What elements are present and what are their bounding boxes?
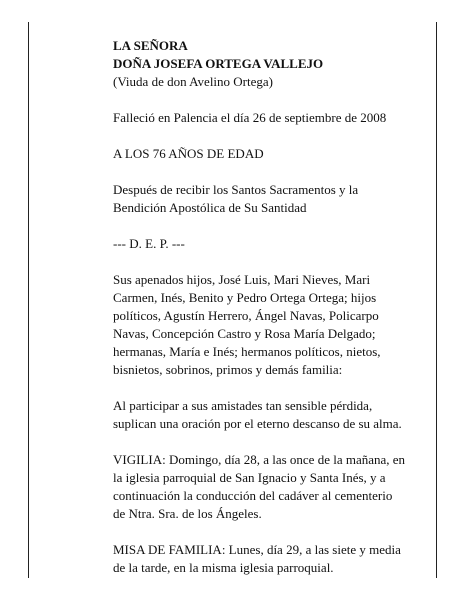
- rip-line: --- D. E. P. ---: [113, 236, 185, 251]
- right-border-line: [436, 22, 437, 578]
- age-statement: A LOS 76 AÑOS DE EDAD: [113, 146, 264, 161]
- family-line-4: Navas, Concepción Castro y Rosa María Delgado;: [113, 326, 376, 341]
- vigil-line-3: continuación la conducción del cadáver al cementerio: [113, 488, 393, 503]
- left-border-line: [28, 22, 29, 578]
- mass-line-2: de la tarde, en la misma iglesia parroquial.: [113, 560, 334, 575]
- sacraments-line-1: Después de recibir los Santos Sacramentos y la: [113, 182, 359, 197]
- obituary-text: [113, 37, 413, 577]
- family-line-2: Carmen, Inés, Benito y Pedro Ortega Ortega; hijos: [113, 290, 377, 305]
- title-line-1: LA SEÑORA: [113, 38, 188, 53]
- family-line-6: bisnietos, sobrinos, primos y demás familia:: [113, 362, 343, 377]
- sacraments-line-2: Bendición Apostólica de Su Santidad: [113, 200, 307, 215]
- widow-subtitle: (Viuda de don Avelino Ortega): [113, 74, 273, 89]
- request-line-1: Al participar a sus amistades tan sensible pérdida,: [113, 398, 373, 413]
- vigil-line-4: de Ntra. Sra. de los Ángeles.: [113, 506, 262, 521]
- family-line-5: hermanas, María e Inés; hermanos políticos, nietos,: [113, 344, 381, 359]
- vigil-line-2: la iglesia parroquial de San Ignacio y Santa Inés, y a: [113, 470, 386, 485]
- family-line-3: políticos, Agustín Herrero, Ángel Navas, Policarpo: [113, 308, 379, 323]
- vigil-line-1: VIGILIA: Domingo, día 28, a las once de la mañana, en: [113, 452, 406, 467]
- request-line-2: suplican una oración por el eterno descanso de su alma.: [113, 416, 402, 431]
- mass-line-1: MISA DE FAMILIA: Lunes, día 29, a las siete y media: [113, 542, 401, 557]
- deceased-name: DOÑA JOSEFA ORTEGA VALLEJO: [113, 56, 324, 71]
- death-statement: Falleció en Palencia el día 26 de septiembre de 2008: [113, 110, 387, 125]
- family-line-1: Sus apenados hijos, José Luis, Mari Nieves, Mari: [113, 272, 371, 287]
